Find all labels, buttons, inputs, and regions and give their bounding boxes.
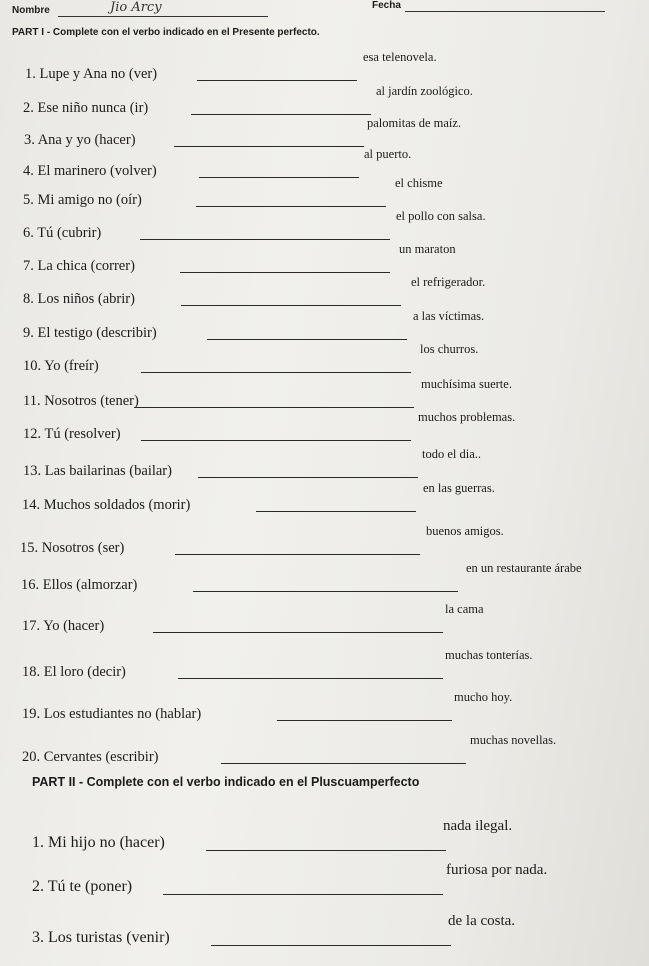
part1-item	[0, 481, 649, 521]
sentence-continuation: todo el dia..	[422, 447, 482, 461]
question-prompt: 11. Nosotros (tener)	[23, 393, 139, 409]
answer-blank[interactable]	[277, 720, 452, 721]
sentence-continuation: el pollo con salsa.	[396, 209, 486, 223]
answer-blank[interactable]	[221, 763, 466, 764]
sentence-continuation: el chisme	[395, 176, 443, 190]
question-prompt: 4. El marinero (volver)	[23, 163, 157, 179]
part1-item	[0, 690, 649, 730]
name-value: Jio Arcy	[110, 0, 162, 15]
answer-blank[interactable]	[180, 272, 390, 273]
name-label: Nombre	[12, 5, 50, 16]
answer-blank[interactable]	[175, 554, 420, 555]
sentence-continuation: en un restaurante árabe	[466, 561, 582, 575]
question-prompt: 15. Nosotros (ser)	[20, 540, 125, 556]
sentence-continuation: al jardín zoológico.	[376, 84, 473, 98]
part1-item	[0, 648, 649, 688]
sentence-continuation: palomitas de maíz.	[367, 116, 462, 130]
question-prompt: 6. Tú (cubrir)	[23, 225, 102, 241]
sentence-continuation: a las víctimas.	[413, 309, 485, 323]
question-prompt: 1. Lupe y Ana no (ver)	[25, 66, 158, 82]
part1-item	[0, 733, 649, 773]
sentence-continuation: la cama	[445, 602, 484, 616]
sentence-continuation: los churros.	[420, 342, 479, 356]
part2-item	[0, 818, 649, 858]
answer-blank[interactable]	[134, 407, 414, 408]
sentence-continuation: buenos amigos.	[426, 524, 504, 538]
question-prompt: 12. Tú (resolver)	[23, 426, 121, 442]
part1-item	[0, 602, 649, 642]
question-prompt: 9. El testigo (describir)	[23, 325, 157, 341]
name-field[interactable]	[58, 16, 268, 17]
question-prompt: 14. Muchos soldados (morir)	[22, 497, 191, 513]
sentence-continuation: de la costa.	[448, 913, 516, 929]
answer-blank[interactable]	[191, 114, 371, 115]
sentence-continuation: el refrigerador.	[411, 275, 486, 289]
question-prompt: 17. Yo (hacer)	[22, 618, 105, 634]
date-label: Fecha	[372, 0, 401, 11]
sentence-continuation: en las guerras.	[423, 481, 495, 495]
answer-blank[interactable]	[163, 894, 443, 895]
answer-blank[interactable]	[207, 339, 407, 340]
part1-item	[0, 342, 649, 382]
answer-blank[interactable]	[197, 80, 357, 81]
answer-blank[interactable]	[141, 440, 411, 441]
question-prompt: 3. Ana y yo (hacer)	[24, 132, 136, 148]
question-prompt: 1. Mi hijo no (hacer)	[32, 834, 165, 851]
question-prompt: 8. Los niños (abrir)	[23, 291, 135, 307]
answer-blank[interactable]	[140, 239, 390, 240]
sentence-continuation: muchísima suerte.	[421, 377, 512, 391]
part1-item	[0, 410, 649, 450]
answer-blank[interactable]	[193, 591, 458, 592]
part2-title: PART II - Complete con el verbo indicado en el Pluscuamperfecto	[32, 775, 420, 789]
question-prompt: 18. El loro (decir)	[22, 664, 126, 680]
sentence-continuation: furiosa por nada.	[446, 862, 548, 878]
part2-item	[0, 913, 649, 953]
answer-blank[interactable]	[196, 206, 386, 207]
question-prompt: 16. Ellos (almorzar)	[21, 577, 138, 593]
question-prompt: 5. Mi amigo no (oír)	[23, 192, 142, 208]
part1-title: PART I - Complete con el verbo indicado en el Presente perfecto.	[12, 27, 320, 38]
question-prompt: 3. Los turistas (venir)	[32, 929, 170, 946]
sentence-continuation: muchos problemas.	[418, 410, 516, 424]
answer-blank[interactable]	[211, 945, 451, 946]
question-prompt: 7. La chica (correr)	[23, 258, 135, 274]
question-prompt: 2. Ese niño nunca (ir)	[23, 100, 149, 116]
sentence-continuation: esa telenovela.	[363, 50, 437, 64]
answer-blank[interactable]	[206, 850, 446, 851]
part1-item	[0, 524, 649, 564]
question-prompt: 13. Las bailarinas (bailar)	[23, 463, 172, 479]
answer-blank[interactable]	[153, 632, 443, 633]
sentence-continuation: muchas tonterías.	[445, 648, 533, 662]
sentence-continuation: nada ilegal.	[443, 818, 513, 834]
answer-blank[interactable]	[181, 305, 401, 306]
question-prompt: 2. Tú te (poner)	[32, 878, 133, 895]
sentence-continuation: un maraton	[399, 242, 456, 256]
date-field[interactable]	[405, 11, 605, 12]
part2-item	[0, 862, 649, 902]
answer-blank[interactable]	[141, 372, 411, 373]
question-prompt: 20. Cervantes (escribir)	[22, 749, 159, 765]
answer-blank[interactable]	[178, 678, 443, 679]
sentence-continuation: mucho hoy.	[454, 690, 513, 704]
answer-blank[interactable]	[198, 477, 418, 478]
sentence-continuation: al puerto.	[364, 147, 412, 161]
part1-item	[0, 561, 649, 601]
sentence-continuation: muchas novellas.	[470, 733, 557, 747]
question-prompt: 19. Los estudiantes no (hablar)	[22, 706, 202, 722]
answer-blank[interactable]	[256, 511, 416, 512]
question-prompt: 10. Yo (freír)	[23, 358, 99, 374]
